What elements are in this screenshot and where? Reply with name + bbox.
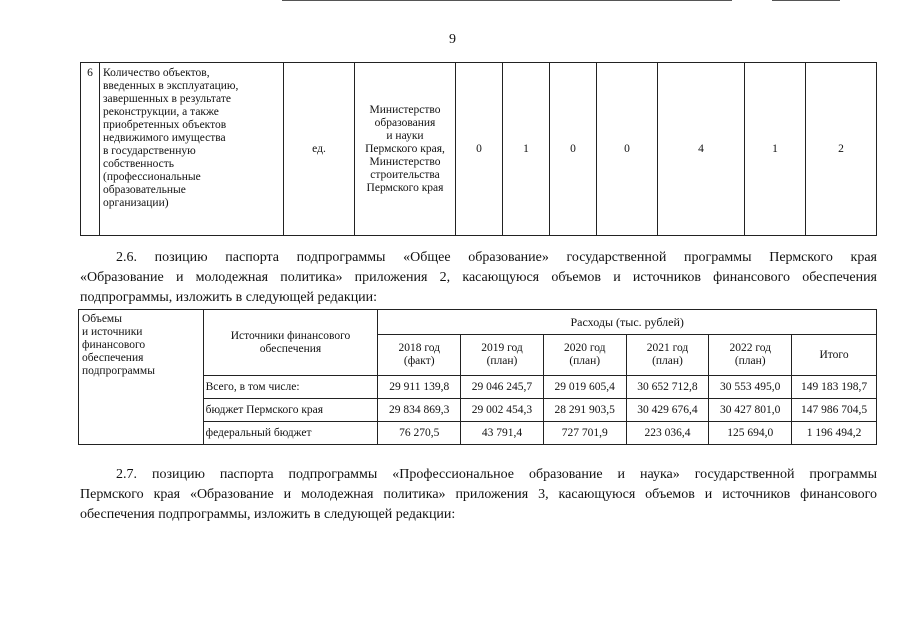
table-row xyxy=(81,63,877,236)
text-line: Объемы xyxy=(82,313,122,325)
text-line: (план) xyxy=(652,355,683,367)
expenses-header: Расходы (тыс. рублей) xyxy=(378,310,877,335)
text-line: (профессиональные xyxy=(103,171,201,183)
page-number: 9 xyxy=(449,32,456,47)
top-rule xyxy=(282,0,732,1)
text-line: 2.7. позицию паспорта подпрограммы «Профессиональное образование и наука» государственной программы xyxy=(116,467,877,482)
text-line: недвижимого имущества xyxy=(103,132,226,144)
text-line: 2018 год xyxy=(398,342,441,354)
text-line: 2019 год xyxy=(481,342,523,354)
table-cell: 147 986 704,5 xyxy=(792,399,877,422)
year-header xyxy=(626,335,709,376)
table-cell: 30 652 712,8 xyxy=(626,376,709,399)
text-line: образовательные xyxy=(103,184,186,196)
text-line: собственность xyxy=(103,158,175,170)
text-line: введенных в эксплуатацию, xyxy=(103,80,239,92)
value-cell: 1 xyxy=(503,63,550,236)
text-line: обеспечения xyxy=(82,352,144,364)
sources-header xyxy=(203,310,378,376)
unit-cell: ед. xyxy=(284,63,355,236)
table-cell: 1 196 494,2 xyxy=(792,422,877,445)
top-rule xyxy=(772,0,840,1)
text-line: обеспечения подпрограммы, изложить в следующей редакции: xyxy=(80,507,456,522)
year-header xyxy=(709,335,792,376)
text-line: завершенных в результате xyxy=(103,93,231,105)
value-cell: 4 xyxy=(658,63,745,236)
text-line: реконструкции, а также xyxy=(103,106,219,118)
text-line: подпрограммы xyxy=(82,365,155,377)
indicator-table xyxy=(80,62,877,236)
table-cell: 76 270,5 xyxy=(378,422,461,445)
table-cell: 223 036,4 xyxy=(626,422,709,445)
text-line: в государственную xyxy=(103,145,196,157)
text-line: Источники финансового xyxy=(230,329,351,342)
year-header xyxy=(543,335,626,376)
value-cell: 0 xyxy=(456,63,503,236)
text-line: 2021 год xyxy=(646,342,689,354)
paragraph-2-6 xyxy=(80,248,877,308)
text-line: (план) xyxy=(486,355,518,367)
text-line: 2.6. позицию паспорта подпрограммы «Общее образование» государственной программы Пермского края xyxy=(116,250,877,265)
text-line: и науки xyxy=(386,129,424,142)
table-cell: 29 002 454,3 xyxy=(461,399,544,422)
text-line: Пермского края, xyxy=(365,142,445,155)
table-cell: 29 911 139,8 xyxy=(378,376,461,399)
text-line: обеспечения xyxy=(259,342,322,355)
executor-cell xyxy=(355,63,456,236)
paragraph-2-7 xyxy=(80,465,877,525)
text-line: «Образование и молодежная политика» приложения 2, касающуюся объемов и источников финансового обеспечения xyxy=(80,270,877,285)
table-cell: 29 046 245,7 xyxy=(461,376,544,399)
table-cell: 30 429 676,4 xyxy=(626,399,709,422)
total-header: Итого xyxy=(792,335,877,376)
table-cell: 43 791,4 xyxy=(461,422,544,445)
value-cell: 0 xyxy=(550,63,597,236)
year-header xyxy=(378,335,461,376)
financing-label-cell xyxy=(79,310,204,445)
text-line: (план) xyxy=(734,355,766,367)
text-line: (план) xyxy=(569,355,601,367)
table-cell: 28 291 903,5 xyxy=(543,399,626,422)
year-header xyxy=(461,335,544,376)
table-cell: 149 183 198,7 xyxy=(792,376,877,399)
text-line: финансового xyxy=(82,339,146,351)
text-line: 2022 год xyxy=(729,342,772,354)
table-cell: 30 553 495,0 xyxy=(709,376,792,399)
text-line: организации) xyxy=(103,197,169,209)
text-line: Пермского края xyxy=(366,181,444,194)
row-label: федеральный бюджет xyxy=(203,422,378,445)
text-line: Министерство xyxy=(369,103,441,116)
text-line: образования xyxy=(374,116,436,129)
table-cell: 29 019 605,4 xyxy=(543,376,626,399)
value-cell: 1 xyxy=(745,63,806,236)
text-line: приобретенных объектов xyxy=(103,119,227,131)
text-line: 2020 год xyxy=(563,342,606,354)
indicator-name xyxy=(100,63,284,236)
table-cell: 30 427 801,0 xyxy=(709,399,792,422)
row-label: Всего, в том числе: xyxy=(203,376,378,399)
text-line: подпрограммы, изложить в следующей редакции: xyxy=(80,290,378,305)
text-line: Количество объектов, xyxy=(103,67,210,79)
value-cell: 0 xyxy=(597,63,658,236)
text-line: Министерство xyxy=(369,155,441,168)
financing-table xyxy=(78,309,877,445)
table-cell: 29 834 869,3 xyxy=(378,399,461,422)
table-cell: 125 694,0 xyxy=(709,422,792,445)
text-line: и источники xyxy=(82,326,143,338)
text-line: Пермского края «Образование и молодежная политика» приложения 3, касающуюся объемов и источников финансового xyxy=(80,487,877,502)
row-number: 6 xyxy=(81,63,100,236)
value-cell: 2 xyxy=(806,63,877,236)
text-line: строительства xyxy=(370,168,440,181)
table-cell: 727 701,9 xyxy=(543,422,626,445)
table-header-row xyxy=(79,310,877,335)
text-line: (факт) xyxy=(403,355,435,367)
row-label: бюджет Пермского края xyxy=(203,399,378,422)
